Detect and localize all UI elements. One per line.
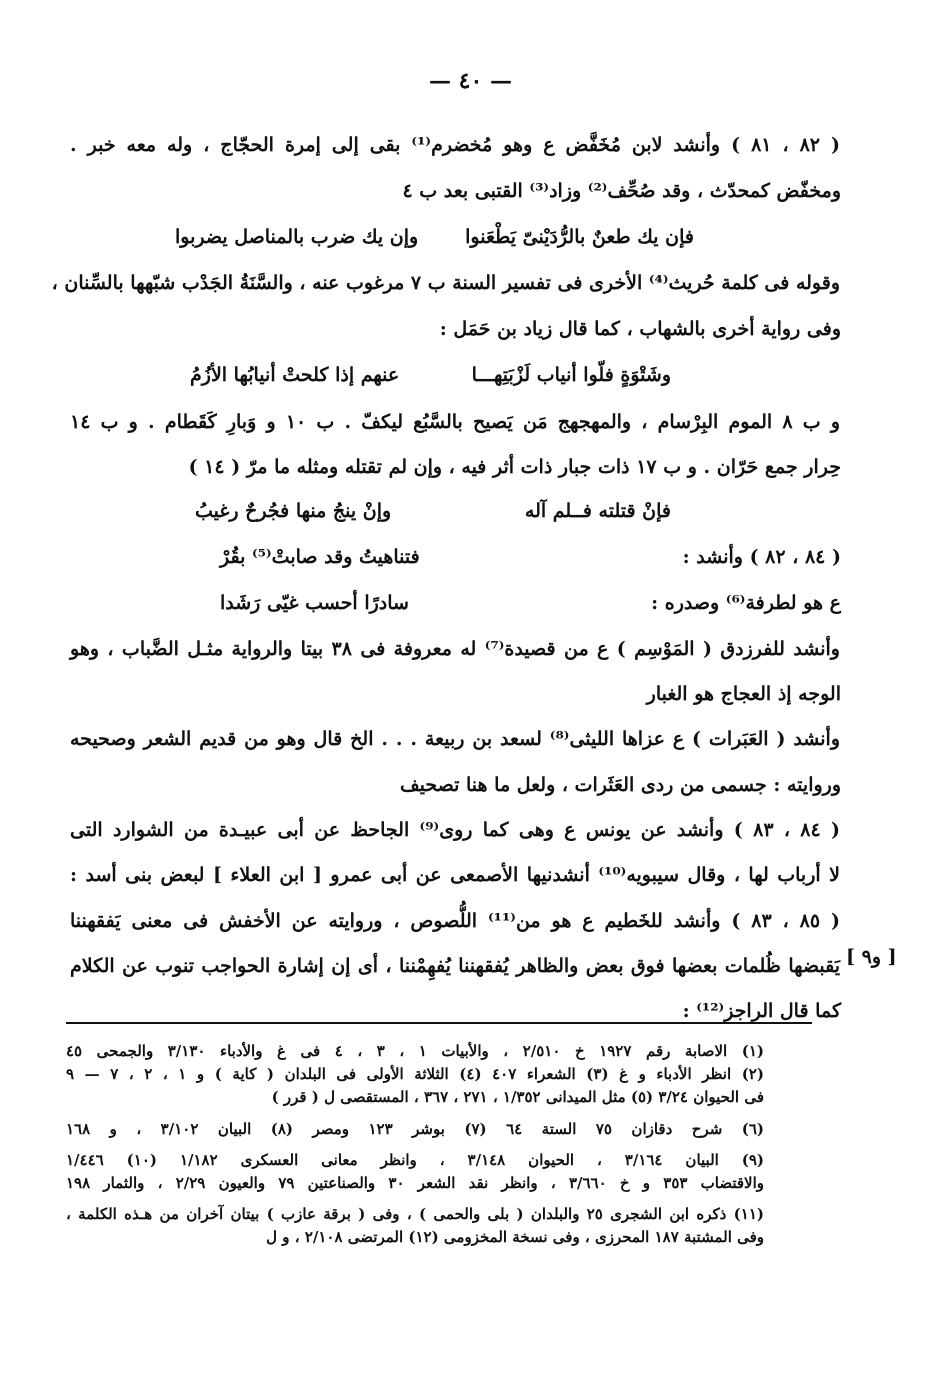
footnote-line: (٦) شرح دقازان ٧٥ الستة ٦٤ (٧) بوشر ١٢٣ ومصر (٨) البيان ٣/١٠٢ ، و ١٦٨ [66,1120,765,1138]
text-line: ( ٨٢ ، ٨١ ) وأنشد لابن مُخَفَّض ع وهو مُخضرم⁽¹⁾ بقى إلى إمرة الحجّاج ، وله معه خبر . [70,134,840,156]
footnote-line: (٢) انظر الأدباء و غ (٣) الشعراء ٤٠٧ (٤) الثلاثة الأولى فى البلدان ( كاية ) و ١ ، ٢ ، ٧ — ٩ [66,1065,764,1083]
footnote-line: والاقتضاب ٣٥٣ و خ ٣/٦٦٠ ، وانظر نقد الشعر ٣٠ والصناعتين ٧٩ والعيون ٢/٢٩ ، والثمار ١٩٨ [66,1174,765,1192]
verse-intro-label: ( ٨٤ ، ٨٢ ) وأنشد : [682,546,841,568]
text-line: ( ٨٥ ، ٨٣ ) وأنشد للخَطيم ع هو من⁽¹¹⁾ اللُّصوص ، وروايته عن الأخفش فى معنى يَفقهننا [70,910,841,932]
verse-first-hemistich: فإن يك طعنٌ بالرُّدَيْنىّ يَطْعَنوا [465,226,694,248]
verse-hemistich: فتناهيتُ وقد صابتْ⁽⁵⁾ بقُرْ [220,546,420,568]
footnote-line: فى الحيوان ٣/٢٤ (٥) مثل الميدانى ١/٣٥٢ ، ٢٧١ ، ٣٦٧ ، المستقصى ل ( قرر ) [271,1088,764,1106]
text-line: حِرار جمع حَرّان . و ب ١٧ ذات جبار ذات أثر فيه ، وإن لم تقتله ومثله ما مرّ ( ١٤ ) [188,456,841,478]
footnote-line: وفى المشتبة ١٨٧ المحرزى ، وفى نسخة المخزومى (١٢) المرتضى ٢/١٠٨ ، و ل [266,1228,764,1246]
verse-first-hemistich: وشَتْوَةٍ فلّوا أنياب لَزْبَتِهـــا [471,364,671,386]
text-line: الوجه إذ العجاج هو الغبار [646,683,841,705]
verse-hemistich: سادرًا أحسب غيّى رَشَدا [220,592,409,614]
text-line: وفى رواية أخرى بالشهاب ، كما قال زياد بن حَمَل : [439,318,841,340]
margin-note: [ و٩ ] [846,946,897,968]
footnote-line: (٩) البيان ٣/١٦٤ ، الحيوان ٣/١٤٨ ، وانظر معانى العسكرى ١/١٨٢ (١٠) ١/٤٤٦ [66,1151,765,1169]
text-line: كما قال الراجز⁽¹²⁾ : [682,1000,841,1022]
verse-second-hemistich: عنهم إذا كلحتْ أنيابُها الأزُمُ [190,364,400,386]
page-number: — ٤٠ — [429,68,512,94]
text-line: وروايته : جسمى من ردى العَثَرات ، ولعل ما هنا تصحيف [399,774,841,796]
verse-second-hemistich: وإنْ ينجُ منها فجُرحٌ رغيبُ [195,500,392,522]
footnote-line: (١١) ذكره ابن الشجرى ٢٥ والبلدان ( بلى والحمى ) ، وفى ( برقة عازب ) بيتان آخران من هـذه الكلمة ، [66,1205,764,1223]
text-line: ( ٨٤ ، ٨٣ ) وأنشد عن يونس ع وهى كما روى⁽⁹⁾ الجاحظ عن أبى عبيـدة من الشوارد التى [70,819,840,841]
footnote-line: (١) الاصابة رقم ١٩٢٧ خ ٢/٥١٠ ، والأبيات ١ ، ٣ ، ٤ فى غ والأدباء ٣/١٣٠ والجمحى ٤٥ [66,1042,764,1060]
text-line: لا أرباب لها ، وقال سيبويه⁽¹⁰⁾ أنشدنيها الأصمعى عن أبى عمرو [ ابن العلاء ] لبعض بنى أسد : [70,864,841,886]
footnote-divider [66,1022,812,1024]
verse-second-hemistich: وإن يك ضرب بالمناصل يضربوا [175,226,419,248]
text-line: ومخفّض كمحدّث ، وقد صُحِّف⁽²⁾ وزاد⁽³⁾ القتبى بعد ب ٤ [402,180,841,202]
text-line: وأنشد ( العَبَرات ) ع عزاها الليثى⁽⁸⁾ لسعد بن ربيعة . . . الخ قال وهو من قديم الشعر وصحيحه [70,728,841,750]
text-line: وقوله فى كلمة حُريث⁽⁴⁾ الأخرى فى تفسير السنة ب ٧ مرغوب عنه ، والسَّنَةُ الجَدْب شبّهها بالسِّنان ، [51,272,840,294]
text-line: يَقبضها ظُلمات بعضها فوق بعض والظاهر يُفقهننا يُفهِمْننا ، أى إن إشارة الحواجب تنوب عن الكلام [70,955,840,977]
text-line: و ب ٨ الموم البِرْسام ، والمهجهج مَن يَصيح بالسَّبُع ليكفّ . ب ١٠ و وَبارِ كَقَطام . و ب ١٤ [70,411,840,433]
verse-first-hemistich: فإنْ قتلته فــلم آله [524,500,671,522]
verse-intro-label: ع هو لطرفة⁽⁶⁾ وصدره : [651,592,841,614]
text-line: وأنشد للفرزدق ( المَوْسِم ) ع من قصيدة⁽⁷⁾ له معروفة فى ٣٨ بيتا والرواية مثـل الضَّباب ، وهو [70,638,840,660]
